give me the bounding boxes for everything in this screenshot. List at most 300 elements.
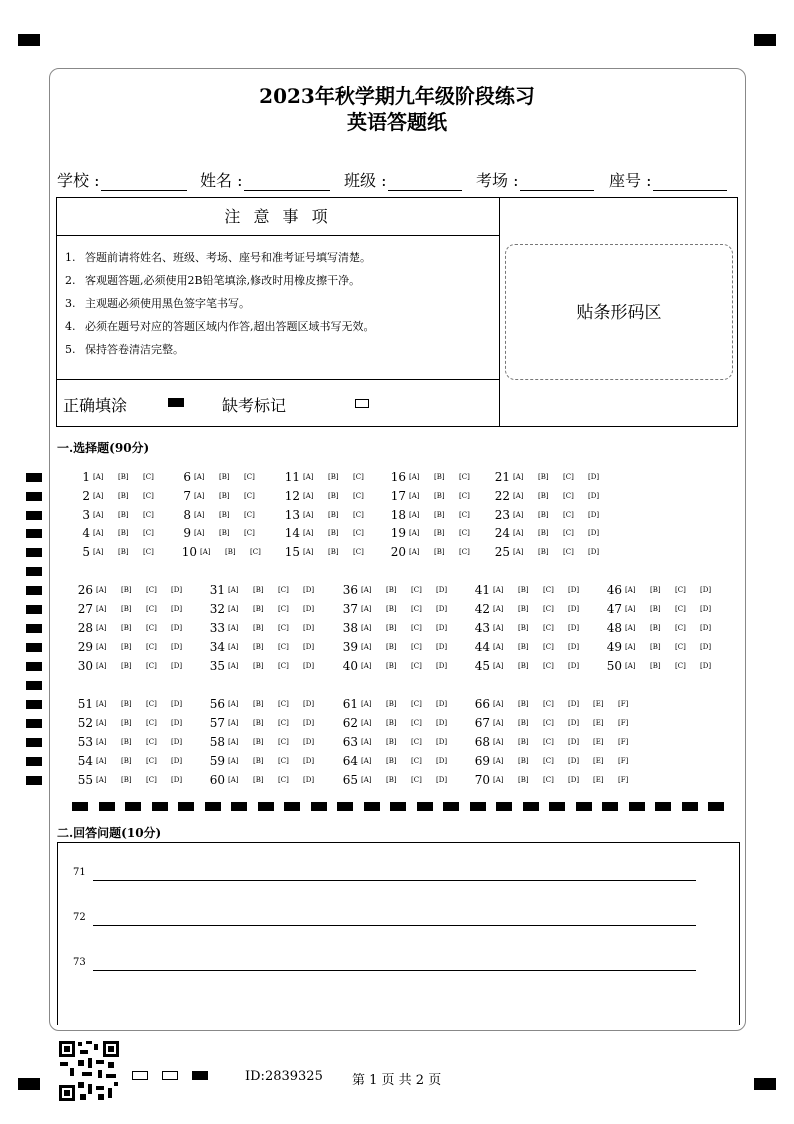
option-bubble[interactable]: [C] — [411, 662, 422, 670]
question-row — [205, 754, 328, 768]
question-row — [386, 545, 484, 559]
option-bubble[interactable]: [B] — [538, 492, 549, 500]
option-bubble[interactable]: [B] — [121, 586, 132, 594]
option-bubble[interactable]: [A] — [493, 719, 504, 727]
option-bubble[interactable]: [A] — [228, 605, 239, 613]
option-bubble[interactable]: [B] — [121, 700, 132, 708]
option-bubble[interactable]: [F] — [618, 757, 629, 765]
option-bubble[interactable]: [C] — [675, 586, 686, 594]
option-bubble[interactable]: [A] — [361, 605, 372, 613]
question-row — [338, 735, 461, 749]
question-row — [470, 602, 593, 616]
option-bubble[interactable]: [D] — [171, 624, 183, 632]
option-bubble[interactable]: [C] — [278, 643, 289, 651]
option-bubble[interactable]: [B] — [121, 605, 132, 613]
option-bubble[interactable]: [B] — [253, 643, 264, 651]
option-bubble[interactable]: [B] — [518, 605, 529, 613]
option-bubble[interactable]: [B] — [118, 473, 129, 481]
option-bubble[interactable]: [B] — [518, 700, 529, 708]
option-bubble[interactable]: [B] — [518, 624, 529, 632]
question-number: 18 — [390, 508, 406, 522]
option-bubble[interactable]: [B] — [386, 624, 397, 632]
option-bubble[interactable]: [B] — [518, 586, 529, 594]
option-bubble[interactable]: [C] — [353, 529, 364, 537]
option-bubble[interactable]: [C] — [146, 738, 157, 746]
option-bubble[interactable]: [A] — [513, 492, 524, 500]
option-bubble[interactable]: [A] — [361, 662, 372, 670]
option-bubble[interactable]: [A] — [493, 643, 504, 651]
option-bubble[interactable]: [C] — [411, 719, 422, 727]
option-bubble[interactable]: [A] — [493, 662, 504, 670]
option-bubble[interactable]: [C] — [278, 662, 289, 670]
option-bubble[interactable]: [D] — [568, 624, 580, 632]
option-bubble[interactable]: [B] — [253, 624, 264, 632]
option-bubble[interactable]: [A] — [96, 586, 107, 594]
option-bubble[interactable]: [A] — [625, 662, 636, 670]
option-bubble[interactable]: [A] — [93, 492, 104, 500]
option-bubble[interactable]: [A] — [493, 757, 504, 765]
option-bubble[interactable]: [B] — [253, 738, 264, 746]
option-bubble[interactable]: [A] — [228, 662, 239, 670]
option-bubble[interactable]: [D] — [588, 529, 600, 537]
option-bubble[interactable]: [B] — [386, 719, 397, 727]
option-bubble[interactable]: [A] — [303, 529, 314, 537]
option-bubble[interactable]: [B] — [650, 643, 661, 651]
option-bubble[interactable]: [A] — [625, 643, 636, 651]
option-bubble[interactable]: [D] — [303, 662, 315, 670]
option-bubble[interactable]: [D] — [568, 662, 580, 670]
option-bubble[interactable]: [B] — [253, 700, 264, 708]
option-bubble[interactable]: [B] — [518, 738, 529, 746]
option-bubble[interactable]: [B] — [253, 719, 264, 727]
option-bubble[interactable]: [B] — [219, 511, 230, 519]
option-bubble[interactable]: [A] — [493, 700, 504, 708]
option-bubble[interactable]: [A] — [96, 776, 107, 784]
option-bubble[interactable]: [A] — [93, 473, 104, 481]
option-bubble[interactable]: [C] — [146, 776, 157, 784]
option-bubble[interactable]: [C] — [411, 624, 422, 632]
option-bubble[interactable]: [D] — [171, 757, 183, 765]
option-bubble[interactable]: [C] — [278, 624, 289, 632]
answer-line-71[interactable] — [93, 880, 696, 881]
option-bubble[interactable]: [A] — [625, 624, 636, 632]
option-bubble[interactable]: [C] — [459, 529, 470, 537]
option-bubble[interactable]: [D] — [436, 624, 448, 632]
option-bubble[interactable]: [C] — [278, 719, 289, 727]
option-bubble[interactable]: [A] — [625, 605, 636, 613]
option-bubble[interactable]: [D] — [568, 643, 580, 651]
option-bubble[interactable]: [A] — [194, 529, 205, 537]
option-bubble[interactable]: [D] — [171, 586, 183, 594]
option-bubble[interactable]: [D] — [568, 586, 580, 594]
option-bubble[interactable]: [B] — [434, 511, 445, 519]
option-bubble[interactable]: [C] — [146, 643, 157, 651]
option-bubble[interactable]: [C] — [563, 473, 574, 481]
notes-column — [57, 198, 500, 426]
option-bubble[interactable]: [D] — [303, 643, 315, 651]
option-bubble[interactable]: [B] — [118, 548, 129, 556]
option-bubble[interactable]: [C] — [563, 548, 574, 556]
option-bubble[interactable]: [A] — [493, 624, 504, 632]
option-bubble[interactable]: [C] — [543, 700, 554, 708]
option-bubble[interactable]: [A] — [361, 776, 372, 784]
option-bubble[interactable]: [C] — [278, 700, 289, 708]
exam-room-field[interactable] — [476, 168, 594, 191]
option-bubble[interactable]: [C] — [244, 473, 255, 481]
note-item: 4. 必须在题号对应的答题区域内作答,超出答题区域书写无效。 — [65, 320, 375, 333]
option-bubble[interactable]: [B] — [434, 492, 445, 500]
option-bubble[interactable]: [A] — [493, 586, 504, 594]
option-bubble[interactable]: [C] — [278, 738, 289, 746]
option-bubble[interactable]: [D] — [436, 719, 448, 727]
question-number: 30 — [77, 659, 93, 673]
option-bubble[interactable]: [D] — [303, 738, 315, 746]
option-bubble[interactable]: [C] — [543, 586, 554, 594]
option-bubble[interactable]: [B] — [538, 473, 549, 481]
option-bubble[interactable]: [C] — [244, 492, 255, 500]
option-bubble[interactable]: [B] — [650, 624, 661, 632]
option-bubble[interactable]: [F] — [618, 738, 629, 746]
option-bubble[interactable]: [C] — [353, 473, 364, 481]
answer-line-72[interactable] — [93, 925, 696, 926]
option-bubble[interactable]: [D] — [303, 586, 315, 594]
option-bubble[interactable]: [C] — [353, 492, 364, 500]
seat-field[interactable] — [609, 168, 727, 191]
option-bubble[interactable]: [D] — [568, 719, 580, 727]
option-bubble[interactable]: [C] — [146, 586, 157, 594]
option-bubble[interactable]: [D] — [303, 624, 315, 632]
option-bubble[interactable]: [D] — [436, 662, 448, 670]
option-bubble[interactable]: [A] — [513, 529, 524, 537]
option-bubble[interactable]: [C] — [411, 757, 422, 765]
option-bubble[interactable]: [D] — [700, 624, 712, 632]
option-bubble[interactable]: [C] — [543, 662, 554, 670]
option-bubble[interactable]: [B] — [518, 719, 529, 727]
option-bubble[interactable]: [D] — [568, 700, 580, 708]
option-bubble[interactable]: [B] — [386, 643, 397, 651]
option-bubble[interactable]: [F] — [618, 776, 629, 784]
option-bubble[interactable]: [C] — [543, 605, 554, 613]
option-bubble[interactable]: [D] — [436, 738, 448, 746]
option-bubble[interactable]: [D] — [568, 776, 580, 784]
option-bubble[interactable]: [A] — [228, 719, 239, 727]
option-bubble[interactable]: [B] — [219, 492, 230, 500]
option-bubble[interactable]: [A] — [228, 776, 239, 784]
option-bubble[interactable]: [C] — [278, 605, 289, 613]
option-bubble[interactable]: [D] — [303, 605, 315, 613]
option-bubble[interactable]: [B] — [538, 529, 549, 537]
option-bubble[interactable]: [B] — [386, 586, 397, 594]
option-bubble[interactable]: [A] — [361, 719, 372, 727]
option-bubble[interactable]: [A] — [93, 511, 104, 519]
question-number: 55 — [77, 773, 93, 787]
option-bubble[interactable]: [A] — [93, 548, 104, 556]
option-bubble[interactable]: [B] — [386, 757, 397, 765]
option-bubble[interactable]: [D] — [588, 473, 600, 481]
option-bubble[interactable]: [B] — [253, 662, 264, 670]
option-bubble[interactable]: [A] — [361, 643, 372, 651]
option-bubble[interactable]: [C] — [353, 548, 364, 556]
option-bubble[interactable]: [E] — [593, 700, 604, 708]
option-bubble[interactable]: [C] — [411, 605, 422, 613]
question-row — [205, 735, 328, 749]
option-bubble[interactable]: [D] — [436, 605, 448, 613]
option-bubble[interactable]: [C] — [543, 719, 554, 727]
option-bubble[interactable]: [E] — [593, 738, 604, 746]
option-bubble[interactable]: [A] — [93, 529, 104, 537]
option-bubble[interactable]: [B] — [219, 473, 230, 481]
option-bubble[interactable]: [C] — [411, 738, 422, 746]
option-bubble[interactable]: [B] — [118, 492, 129, 500]
option-bubble[interactable]: [C] — [146, 700, 157, 708]
question-row — [470, 716, 643, 730]
option-bubble[interactable]: [C] — [543, 776, 554, 784]
option-bubble[interactable]: [A] — [303, 548, 314, 556]
option-bubble[interactable]: [B] — [328, 473, 339, 481]
bar-segment — [655, 802, 671, 811]
option-bubble[interactable]: [B] — [253, 586, 264, 594]
option-bubble[interactable]: [B] — [253, 605, 264, 613]
option-bubble[interactable]: [B] — [650, 586, 661, 594]
option-bubble[interactable]: [B] — [118, 529, 129, 537]
option-bubble[interactable]: [A] — [493, 776, 504, 784]
option-bubble[interactable]: [D] — [171, 700, 183, 708]
option-bubble[interactable]: [A] — [96, 605, 107, 613]
option-bubble[interactable]: [B] — [118, 511, 129, 519]
option-bubble[interactable]: [B] — [121, 643, 132, 651]
option-bubble[interactable]: [C] — [278, 586, 289, 594]
option-bubble[interactable]: [C] — [675, 624, 686, 632]
question-number: 28 — [77, 621, 93, 635]
option-bubble[interactable]: [B] — [518, 662, 529, 670]
option-bubble[interactable]: [D] — [171, 776, 183, 784]
option-bubble[interactable]: [C] — [411, 586, 422, 594]
option-bubble[interactable]: [B] — [253, 757, 264, 765]
option-bubble[interactable]: [D] — [303, 719, 315, 727]
option-bubble[interactable]: [C] — [411, 700, 422, 708]
option-bubble[interactable]: [E] — [593, 757, 604, 765]
option-bubble[interactable]: [B] — [121, 738, 132, 746]
option-bubble[interactable]: [A] — [96, 757, 107, 765]
option-bubble[interactable]: [D] — [171, 662, 183, 670]
option-bubble[interactable]: [A] — [194, 511, 205, 519]
option-bubble[interactable]: [B] — [121, 662, 132, 670]
option-bubble[interactable]: [A] — [228, 624, 239, 632]
option-bubble[interactable]: [A] — [228, 700, 239, 708]
option-bubble[interactable]: [C] — [143, 492, 154, 500]
option-bubble[interactable]: [A] — [513, 473, 524, 481]
option-bubble[interactable]: [C] — [411, 643, 422, 651]
option-bubble[interactable]: [A] — [194, 473, 205, 481]
option-bubble[interactable]: [C] — [146, 624, 157, 632]
option-bubble[interactable]: [A] — [409, 492, 420, 500]
option-bubble[interactable]: [D] — [436, 586, 448, 594]
option-bubble[interactable]: [B] — [538, 548, 549, 556]
option-bubble[interactable]: [A] — [200, 548, 211, 556]
option-bubble[interactable]: [B] — [328, 529, 339, 537]
option-bubble[interactable]: [C] — [543, 624, 554, 632]
option-bubble[interactable]: [C] — [244, 511, 255, 519]
option-bubble[interactable]: [B] — [434, 529, 445, 537]
option-bubble[interactable]: [A] — [96, 624, 107, 632]
option-bubble[interactable]: [D] — [171, 719, 183, 727]
option-bubble[interactable]: [A] — [228, 586, 239, 594]
option-bubble[interactable]: [C] — [146, 719, 157, 727]
timing-mark — [26, 492, 42, 501]
option-bubble[interactable]: [C] — [563, 511, 574, 519]
option-bubble[interactable]: [A] — [194, 492, 205, 500]
option-bubble[interactable]: [A] — [303, 511, 314, 519]
option-bubble[interactable]: [D] — [568, 757, 580, 765]
name-field[interactable] — [200, 168, 330, 191]
option-bubble[interactable]: [C] — [143, 511, 154, 519]
answer-line-73[interactable] — [93, 970, 696, 971]
option-bubble[interactable]: [D] — [303, 776, 315, 784]
option-bubble[interactable]: [B] — [328, 511, 339, 519]
option-bubble[interactable]: [D] — [436, 643, 448, 651]
option-bubble[interactable]: [B] — [121, 624, 132, 632]
option-bubble[interactable]: [B] — [386, 700, 397, 708]
option-bubble[interactable]: [C] — [278, 757, 289, 765]
absent-checkbox[interactable] — [355, 399, 369, 408]
option-bubble[interactable]: [C] — [244, 529, 255, 537]
option-bubble[interactable]: [A] — [361, 700, 372, 708]
option-bubble[interactable]: [D] — [588, 492, 600, 500]
option-bubble[interactable]: [B] — [386, 776, 397, 784]
option-bubble[interactable]: [C] — [146, 605, 157, 613]
option-bubble[interactable]: [B] — [219, 529, 230, 537]
option-bubble[interactable]: [B] — [650, 605, 661, 613]
option-bubble[interactable]: [C] — [543, 738, 554, 746]
option-bubble[interactable]: [A] — [409, 511, 420, 519]
option-bubble[interactable]: [D] — [171, 643, 183, 651]
option-bubble[interactable]: [A] — [96, 700, 107, 708]
option-bubble[interactable]: [B] — [328, 492, 339, 500]
option-bubble[interactable]: [C] — [143, 473, 154, 481]
option-bubble[interactable]: [A] — [409, 548, 420, 556]
option-bubble[interactable]: [B] — [225, 548, 236, 556]
option-bubble[interactable]: [C] — [459, 511, 470, 519]
option-bubble[interactable]: [A] — [625, 586, 636, 594]
option-bubble[interactable]: [A] — [513, 548, 524, 556]
option-bubble[interactable]: [C] — [543, 757, 554, 765]
option-bubble[interactable]: [A] — [361, 586, 372, 594]
absent-mark-label: 缺考标记 — [222, 396, 287, 415]
option-bubble[interactable]: [C] — [543, 643, 554, 651]
option-bubble[interactable]: [D] — [568, 738, 580, 746]
school-field[interactable] — [57, 168, 187, 191]
option-bubble[interactable]: [B] — [650, 662, 661, 670]
question-number: 43 — [474, 621, 490, 635]
option-bubble[interactable]: [C] — [563, 529, 574, 537]
bar-segment — [390, 802, 406, 811]
option-bubble[interactable]: [D] — [171, 605, 183, 613]
option-bubble[interactable]: [C] — [143, 529, 154, 537]
option-bubble[interactable]: [C] — [563, 492, 574, 500]
option-bubble[interactable]: [B] — [386, 662, 397, 670]
option-bubble[interactable]: [B] — [253, 776, 264, 784]
option-bubble[interactable]: [C] — [675, 662, 686, 670]
option-bubble[interactable]: [A] — [228, 757, 239, 765]
option-bubble[interactable]: [C] — [353, 511, 364, 519]
option-bubble[interactable]: [D] — [303, 700, 315, 708]
option-bubble[interactable]: [C] — [459, 473, 470, 481]
option-bubble[interactable]: [F] — [618, 700, 629, 708]
option-bubble[interactable]: [D] — [588, 511, 600, 519]
option-bubble[interactable]: [B] — [121, 719, 132, 727]
option-bubble[interactable]: [D] — [588, 548, 600, 556]
option-bubble[interactable]: [A] — [361, 757, 372, 765]
option-bubble[interactable]: [D] — [700, 586, 712, 594]
option-bubble[interactable]: [A] — [361, 738, 372, 746]
option-bubble[interactable]: [B] — [518, 757, 529, 765]
option-bubble[interactable]: [D] — [171, 738, 183, 746]
option-bubble[interactable]: [D] — [303, 757, 315, 765]
option-bubble[interactable]: [A] — [303, 492, 314, 500]
option-bubble[interactable]: [A] — [96, 738, 107, 746]
option-bubble[interactable]: [A] — [361, 624, 372, 632]
marker-filled — [192, 1071, 208, 1080]
option-bubble[interactable]: [A] — [96, 719, 107, 727]
option-bubble[interactable]: [B] — [386, 605, 397, 613]
option-bubble[interactable]: [A] — [493, 605, 504, 613]
option-bubble[interactable]: [A] — [228, 738, 239, 746]
option-bubble[interactable]: [C] — [143, 548, 154, 556]
option-bubble[interactable]: [C] — [278, 776, 289, 784]
option-bubble[interactable]: [F] — [618, 719, 629, 727]
option-bubble[interactable]: [C] — [675, 643, 686, 651]
option-bubble[interactable]: [D] — [436, 700, 448, 708]
option-bubble[interactable]: [A] — [409, 473, 420, 481]
option-bubble[interactable]: [D] — [700, 662, 712, 670]
option-bubble[interactable]: [C] — [411, 776, 422, 784]
option-bubble[interactable]: [B] — [328, 548, 339, 556]
option-bubble[interactable]: [B] — [518, 776, 529, 784]
option-bubble[interactable]: [B] — [386, 738, 397, 746]
question-row — [470, 659, 593, 673]
option-bubble[interactable]: [A] — [96, 643, 107, 651]
option-bubble[interactable]: [D] — [700, 605, 712, 613]
option-bubble[interactable]: [C] — [146, 757, 157, 765]
option-bubble[interactable]: [B] — [538, 511, 549, 519]
option-bubble[interactable]: [B] — [434, 548, 445, 556]
option-bubble[interactable]: [C] — [675, 605, 686, 613]
option-bubble[interactable]: [C] — [146, 662, 157, 670]
option-bubble[interactable]: [A] — [303, 473, 314, 481]
timing-mark — [26, 719, 42, 728]
option-bubble[interactable]: [C] — [459, 492, 470, 500]
option-bubble[interactable]: [A] — [228, 643, 239, 651]
option-bubble[interactable]: [D] — [700, 643, 712, 651]
option-bubble[interactable]: [A] — [513, 511, 524, 519]
option-bubble[interactable]: [D] — [568, 605, 580, 613]
option-bubble[interactable]: [D] — [436, 757, 448, 765]
class-field[interactable] — [344, 168, 462, 191]
option-bubble[interactable]: [A] — [96, 662, 107, 670]
option-bubble[interactable]: [E] — [593, 776, 604, 784]
option-bubble[interactable]: [C] — [459, 548, 470, 556]
option-bubble[interactable]: [C] — [250, 548, 261, 556]
notes-list — [57, 236, 499, 365]
option-bubble[interactable]: [A] — [409, 529, 420, 537]
option-bubble[interactable]: [E] — [593, 719, 604, 727]
option-bubble[interactable]: [D] — [436, 776, 448, 784]
option-bubble[interactable]: [B] — [518, 643, 529, 651]
option-bubble[interactable]: [B] — [121, 757, 132, 765]
option-bubble[interactable]: [A] — [493, 738, 504, 746]
option-bubble[interactable]: [B] — [121, 776, 132, 784]
option-bubble[interactable]: [B] — [434, 473, 445, 481]
